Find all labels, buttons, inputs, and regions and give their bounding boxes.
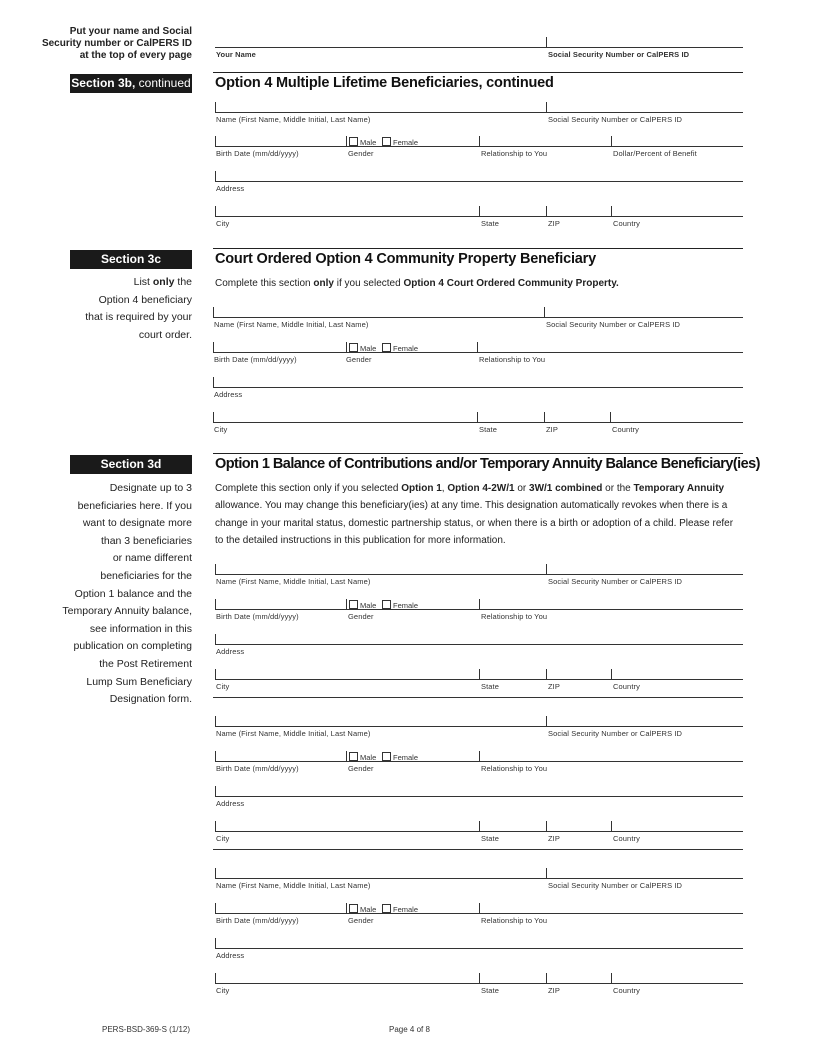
female-checkbox[interactable]	[382, 137, 391, 146]
city-field[interactable]	[215, 679, 743, 680]
instruction-line: to the detailed instructions in this publication for more information.	[215, 535, 506, 547]
side-note-line: Lump Sum Beneficiary	[86, 675, 192, 688]
address-field[interactable]	[215, 796, 743, 797]
field-divider	[611, 821, 612, 831]
field-divider	[215, 821, 216, 831]
zip-label: ZIP	[548, 219, 560, 228]
birth-date-field[interactable]	[215, 761, 743, 762]
side-note-line: that is required by your	[85, 311, 192, 324]
side-note-line: the Post Retirement	[99, 657, 192, 670]
female-checkbox[interactable]	[382, 904, 391, 913]
state-label: State	[479, 425, 498, 434]
section-3b-title: Option 4 Multiple Lifetime Beneficiaries, continued	[215, 75, 554, 91]
your-name-label: Your Name	[216, 50, 256, 59]
field-divider	[479, 821, 480, 831]
field-divider	[479, 206, 480, 216]
city-field[interactable]	[215, 831, 743, 832]
male-label: Male	[360, 905, 377, 914]
field-divider	[215, 206, 216, 216]
beneficiary-separator	[213, 849, 743, 850]
field-divider	[215, 903, 216, 913]
form-id: PERS-BSD-369-S (1/12)	[102, 1025, 191, 1034]
side-note-line: want to designate more	[82, 517, 192, 530]
instruction-emphasis: Option 4 Court Ordered Community Property.	[403, 278, 619, 289]
field-divider	[544, 412, 545, 422]
section-3c-instruction	[215, 275, 743, 292]
zip-label: ZIP	[548, 986, 560, 995]
field-divider	[346, 599, 347, 609]
city-label: City	[216, 834, 230, 843]
birth-date-field[interactable]	[213, 352, 743, 353]
country-label: Country	[613, 986, 640, 995]
ssn-label: Social Security Number or CalPERS ID	[546, 320, 681, 329]
field-divider	[611, 669, 612, 679]
field-divider	[544, 307, 545, 317]
instruction-line: allowance. You may change this beneficiary(ies) at any time. This designation automatically revokes when there is a	[215, 500, 728, 512]
gender-label: Gender	[348, 916, 374, 925]
relationship-label: Relationship to You	[479, 355, 546, 364]
your-name-field[interactable]	[215, 47, 743, 48]
male-checkbox[interactable]	[349, 904, 358, 913]
state-label: State	[481, 682, 500, 691]
field-divider	[213, 412, 214, 422]
field-divider	[546, 564, 547, 574]
country-label: Country	[613, 682, 640, 691]
instruction-line	[215, 480, 743, 497]
field-divider	[215, 634, 216, 644]
side-note-line: publication on completing	[73, 640, 192, 653]
gender-label: Gender	[348, 149, 374, 158]
page-number: Page 4 of 8	[389, 1025, 430, 1034]
male-label: Male	[360, 753, 377, 762]
gender-label: Gender	[348, 764, 374, 773]
field-divider	[546, 821, 547, 831]
field-divider	[611, 206, 612, 216]
name-label: Name (First Name, Middle Initial, Last Name)	[216, 577, 371, 586]
side-note-line: or name different	[112, 552, 192, 565]
country-label: Country	[613, 219, 640, 228]
top-instruction-line: Security number or CalPERS ID	[41, 38, 192, 49]
field-divider	[215, 973, 216, 983]
male-checkbox[interactable]	[349, 137, 358, 146]
field-divider	[546, 669, 547, 679]
section-3d-title: Option 1 Balance of Contributions and/or Temporary Annuity Balance Beneficiary(ies)	[215, 456, 760, 472]
ssn-label: Social Security Number or CalPERS ID	[548, 115, 683, 124]
ssn-label: Social Security Number or CalPERS ID	[548, 729, 683, 738]
zip-label: ZIP	[548, 834, 560, 843]
female-checkbox[interactable]	[382, 343, 391, 352]
address-label: Address	[216, 951, 245, 960]
name-label: Name (First Name, Middle Initial, Last Name)	[214, 320, 369, 329]
address-label: Address	[216, 647, 245, 656]
relationship-label: Relationship to You	[481, 764, 548, 773]
field-divider	[215, 669, 216, 679]
instruction-emphasis: Option 1	[401, 483, 442, 494]
address-label: Address	[216, 184, 245, 193]
field-divider	[479, 973, 480, 983]
field-divider	[611, 136, 612, 146]
dollar-percent-label: Dollar/Percent of Benefit	[613, 149, 697, 158]
country-label: Country	[612, 425, 639, 434]
female-label: Female	[393, 753, 419, 762]
field-divider	[479, 669, 480, 679]
birth-date-label: Birth Date (mm/dd/yyyy)	[216, 612, 299, 621]
field-divider	[479, 751, 480, 761]
field-divider	[546, 716, 547, 726]
instruction-text: or	[514, 483, 530, 494]
side-note-line: beneficiaries here. If you	[77, 499, 192, 512]
instruction-text: if you selected	[333, 278, 404, 289]
female-label: Female	[393, 138, 419, 147]
zip-label: ZIP	[546, 425, 558, 434]
city-label: City	[214, 425, 228, 434]
section-3d-side-note	[40, 480, 192, 709]
city-field[interactable]	[213, 422, 743, 423]
field-divider	[215, 599, 216, 609]
section-3c-tab: Section 3c	[70, 250, 192, 269]
field-divider	[346, 751, 347, 761]
birth-date-field[interactable]	[215, 913, 743, 914]
address-field[interactable]	[215, 181, 743, 182]
male-checkbox[interactable]	[349, 343, 358, 352]
female-checkbox[interactable]	[382, 600, 391, 609]
city-label: City	[216, 682, 230, 691]
country-label: Country	[613, 834, 640, 843]
side-note-line: beneficiaries for the	[100, 569, 192, 582]
field-divider	[213, 342, 214, 352]
side-note-line: court order.	[138, 328, 192, 341]
section-3b-rule	[213, 72, 743, 73]
section-3b-tab-label: Section 3b,	[71, 76, 136, 90]
field-divider	[611, 973, 612, 983]
name-field[interactable]	[215, 574, 743, 575]
zip-label: ZIP	[548, 682, 560, 691]
name-field[interactable]	[215, 878, 743, 879]
field-divider	[610, 412, 611, 422]
birth-date-field[interactable]	[215, 146, 743, 147]
instruction-text: ,	[441, 483, 448, 494]
address-field[interactable]	[213, 387, 743, 388]
instruction-emphasis: Temporary Annuity	[633, 483, 725, 494]
female-label: Female	[393, 905, 419, 914]
field-divider	[215, 171, 216, 181]
name-field[interactable]	[213, 317, 743, 318]
name-label: Name (First Name, Middle Initial, Last Name)	[216, 115, 371, 124]
section-3c-side-note	[40, 274, 192, 344]
side-note-line: Temporary Annuity balance,	[62, 605, 192, 618]
name-field[interactable]	[215, 726, 743, 727]
section-3c-rule	[213, 248, 743, 249]
state-label: State	[481, 834, 500, 843]
field-divider	[215, 136, 216, 146]
female-label: Female	[393, 344, 419, 353]
top-instruction-line: Put your name and Social	[69, 26, 192, 37]
field-divider	[215, 716, 216, 726]
address-field[interactable]	[215, 948, 743, 949]
header-ssn-label: Social Security Number or CalPERS ID	[548, 50, 690, 59]
city-field[interactable]	[215, 216, 743, 217]
male-checkbox[interactable]	[349, 752, 358, 761]
section-3b-tab	[70, 74, 192, 93]
field-divider	[215, 938, 216, 948]
field-divider	[346, 342, 347, 352]
section-3d-instruction	[215, 480, 743, 550]
name-label: Name (First Name, Middle Initial, Last Name)	[216, 881, 371, 890]
section-3d-rule	[213, 453, 743, 454]
city-label: City	[216, 986, 230, 995]
address-field[interactable]	[215, 644, 743, 645]
birth-date-field[interactable]	[215, 609, 743, 610]
male-checkbox[interactable]	[349, 600, 358, 609]
instruction-emphasis: only	[313, 278, 334, 289]
relationship-label: Relationship to You	[481, 149, 548, 158]
male-label: Male	[360, 601, 377, 610]
side-note-line: Option 1 balance and the	[74, 587, 192, 600]
female-checkbox[interactable]	[382, 752, 391, 761]
side-note-line: Option 4 beneficiary	[98, 293, 192, 306]
field-divider	[479, 903, 480, 913]
city-field[interactable]	[215, 983, 743, 984]
relationship-label: Relationship to You	[481, 916, 548, 925]
female-label: Female	[393, 601, 419, 610]
field-divider	[215, 102, 216, 112]
field-divider	[546, 868, 547, 878]
ssn-label: Social Security Number or CalPERS ID	[548, 881, 683, 890]
gender-label: Gender	[348, 612, 374, 621]
side-note-line: Designation form.	[109, 693, 192, 706]
section-3d-tab: Section 3d	[70, 455, 192, 474]
field-divider	[215, 868, 216, 878]
field-divider	[479, 136, 480, 146]
side-note-line: than 3 beneficiaries	[100, 534, 192, 547]
field-divider	[477, 342, 478, 352]
gender-label: Gender	[346, 355, 372, 364]
field-divider	[213, 377, 214, 387]
field-divider	[215, 564, 216, 574]
instruction-emphasis: 3W/1 combined	[529, 483, 603, 494]
section-3b-tab-continued: continued	[135, 76, 191, 90]
field-divider	[346, 903, 347, 913]
field-divider	[346, 136, 347, 146]
field-divider	[215, 786, 216, 796]
field-divider	[546, 206, 547, 216]
male-label: Male	[360, 344, 377, 353]
field-divider	[546, 973, 547, 983]
field-divider	[213, 307, 214, 317]
instruction-text: or the	[602, 483, 634, 494]
name-field[interactable]	[215, 112, 743, 113]
section-3c-title: Court Ordered Option 4 Community Property Beneficiary	[215, 251, 596, 267]
state-label: State	[481, 986, 500, 995]
birth-date-label: Birth Date (mm/dd/yyyy)	[214, 355, 297, 364]
instruction-text: Complete this section only if you selected	[215, 483, 402, 494]
beneficiary-separator	[213, 697, 743, 698]
male-label: Male	[360, 138, 377, 147]
relationship-label: Relationship to You	[481, 612, 548, 621]
state-label: State	[481, 219, 500, 228]
top-instruction	[40, 26, 192, 62]
field-divider	[479, 599, 480, 609]
field-divider	[215, 751, 216, 761]
instruction-text: Complete this section	[215, 278, 314, 289]
address-label: Address	[214, 390, 243, 399]
instruction-emphasis: Option 4-2W/1	[447, 483, 515, 494]
field-divider	[477, 412, 478, 422]
side-note-line: see information in this	[89, 622, 192, 635]
field-divider	[546, 102, 547, 112]
side-note-line: Designate up to 3	[109, 482, 192, 494]
birth-date-label: Birth Date (mm/dd/yyyy)	[216, 149, 299, 158]
birth-date-label: Birth Date (mm/dd/yyyy)	[216, 916, 299, 925]
instruction-line: change in your marital status, domestic partnership status, or when there is a birth or adoption of a child. Please refer	[215, 517, 734, 529]
city-label: City	[216, 219, 230, 228]
name-label: Name (First Name, Middle Initial, Last Name)	[216, 729, 371, 738]
birth-date-label: Birth Date (mm/dd/yyyy)	[216, 764, 299, 773]
ssn-label: Social Security Number or CalPERS ID	[548, 577, 683, 586]
address-label: Address	[216, 799, 245, 808]
top-instruction-line: at the top of every page	[79, 50, 192, 61]
field-divider	[546, 37, 547, 47]
side-note-line: List only the	[133, 276, 192, 288]
